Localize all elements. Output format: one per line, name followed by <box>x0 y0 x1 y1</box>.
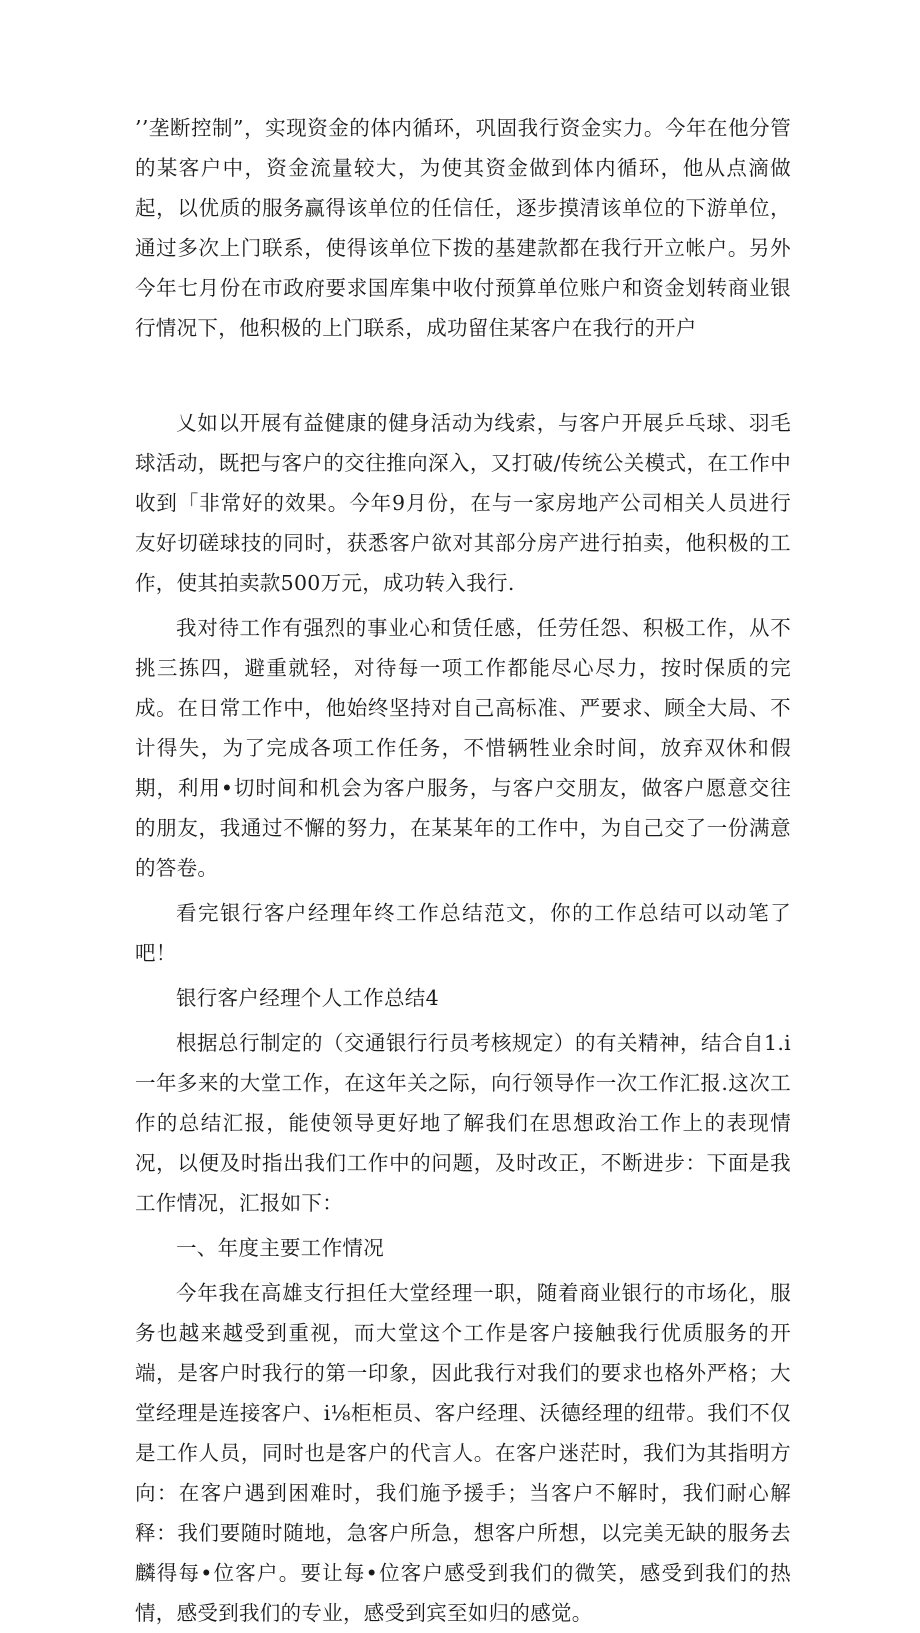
paragraph-work-attitude: 我对待工作有强烈的事业心和赁任感，任劳任怨、积极工作，从不挑三拣四，避重就轻，对待每一项工作都能尽心尽力，按时保质的完成。在日常工作中，他始终坚持对自己高标准、严要求、顾全大局、不计得失，为了完成各项工作任务，不惜辆牲业余时间，放弃双休和假期，利用•切时间和机会为客户服务，与客户交朋友，做客户愿意交往的朋友，我通过不懈的努力，在某某年的工作中，为自己交了一份满意的答卷。 <box>135 616 791 880</box>
paragraph-lobby-manager: 今年我在高雄支行担任大堂经理一职，随着商业银行的市场化，服务也越来越受到重视，而大堂这个工作是客户接触我行优质服务的开端，是客户时我行的第一印象，因此我行对我们的要求也格外严格；大堂经理是连接客户、i⅛柜柜员、客户经理、沃德经理的纽带。我们不仅是工作人员，同时也是客户的代言人。在客户迷茫时，我们为其指明方向：在客户遇到困难时，我们施予援手；当客户不解时，我们耐心解释：我们要随时随地，急客户所急，想客户所想，以完美无缺的服务去麟得每•位客户。要让每•位客户感受到我们的微笑，感受到我们的热情，感受到我们的专业，感受到宾至如归的感觉。 <box>135 1281 791 1625</box>
paragraph-report-intro: 根据总行制定的（交通银行行员考核规定）的有关精神，结合自1.i一年多来的大堂工作，在这年关之际，向行领导作一次工作汇报.这次工作的总结汇报，能使领导更好地了解我们在思想政治工作上的表现情况，以便及时指出我们工作中的问题，及时改正，不断进步：下面是我工作情况，汇报如下： <box>135 1031 791 1215</box>
paragraph-continuation: ’’垄断控制”，实现资金的体内循环，巩固我行资金实力。今年在他分管的某客户中，资金流量较大，为使其资金做到体内循环，他从点滴做起，以优质的服务赢得该单位的任信任，逐步摸清该单位的下游单位，通过多次上门联系，使得该单位下拨的基建款都在我行开立帐户。另外今年七月份在市政府要求国库集中收付预算单位账户和资金划转商业银行情况下，他积极的上门联系，成功留住某客户在我行的开户 <box>135 116 791 340</box>
document-page <box>135 108 791 1633</box>
section-heading-summary-4: 银行客户经理个人工作总结4 <box>176 986 439 1010</box>
paragraph-fitness-activities: 乂如以开展有益健康的健身活动为线索，与客户开展乒乓球、羽毛球活动，既把与客户的交往推向深入，又打破/传统公关模式，在工作中收到「非常好的效果。今年9月份，在与一家房地产公司相关人员进行友好切磋球技的同时，获悉客户欲对其部分房产进行拍卖，他积极的工作，使其拍卖款500万元，成功转入我行. <box>135 411 791 595</box>
paragraph-closing-remark: 看完银行客户经理年终工作总结范文，你的工作总结可以动笔了吧！ <box>135 901 791 965</box>
section-heading-annual-work: 一、年度主要工作情况 <box>176 1236 384 1260</box>
